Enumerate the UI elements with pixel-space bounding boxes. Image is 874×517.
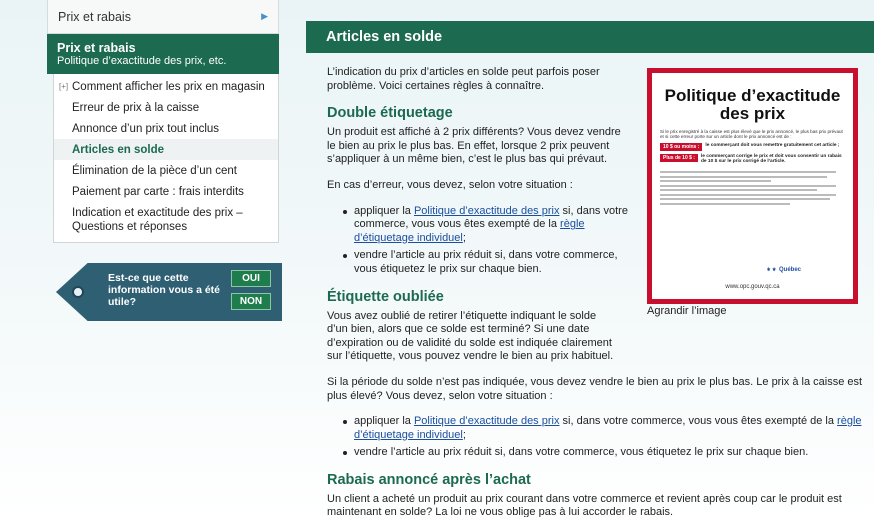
poster-image[interactable] (647, 68, 858, 304)
forgotten-list (327, 415, 867, 460)
double-paragraph-2: En cas d’erreur, vous devez, selon votre situation : (327, 178, 573, 191)
sidebar-item-paiement-carte[interactable] (54, 181, 278, 202)
poster-url: www.opc.gouv.qc.ca (725, 284, 780, 290)
sidebar-item-articles-en-solde[interactable] (54, 139, 278, 160)
tag-hole-icon (72, 286, 84, 298)
section-heading-double: Double étiquetage (327, 105, 453, 122)
sidebar-item-label: Erreur de prix à la caisse (72, 101, 200, 114)
list-text: si, dans votre commerce, vous vous êtes exempté de la (354, 204, 628, 231)
sidebar-active-category[interactable] (47, 34, 279, 74)
sidebar-item-prix-tout-inclus[interactable] (54, 118, 278, 139)
list-item: vendre l’article au prix réduit si, dans votre commerce, vous étiquetez le prix sur chaque bien. (341, 249, 632, 276)
fleur-de-lis-icon: ⚜⚜ (766, 267, 778, 273)
active-category-title: Prix et rabais (57, 41, 136, 55)
feedback-question: Est-ce que cette information vous a été utile? (108, 272, 221, 308)
feedback-widget (56, 263, 282, 321)
poster-fine-print (660, 171, 845, 205)
logo-text: Québec (778, 267, 801, 273)
sidebar-item-afficher-prix[interactable] (54, 76, 278, 97)
sidebar-item-label: Comment afficher les prix en magasin (72, 80, 265, 93)
rebate-paragraph: Un client a acheté un produit au prix courant dans votre commerce et revient après coup car le produit est maintenant en solde? La loi ne vous oblige pas à lui accorder le rabais. (327, 492, 842, 517)
list-text: ; (462, 231, 466, 244)
quebec-logo (766, 267, 801, 273)
list-text: ; (462, 428, 466, 441)
list-text: appliquer la (354, 415, 414, 428)
enlarge-image-link[interactable]: Agrandir l’image (647, 305, 727, 317)
list-item (341, 415, 867, 442)
sidebar-item-piece-un-cent[interactable] (54, 160, 278, 181)
forgotten-paragraph-2: Si la période du solde n’est pas indiquée, vous devez vendre le bien au prix le plus bas. Le prix à la caisse est plus élevé? Vous devez, selon votre situation : (327, 375, 863, 402)
politique-exactitude-link[interactable]: Politique d’exactitude des prix (413, 415, 560, 428)
forgotten-paragraph-1: Vous avez oublié de retirer l’étiquette indiquant le solde d’un bien, alors que ce solde est terminé? Si une date d’expiration ou de validité du solde est indiquée clairement sur l’étiquette, vous pouvez vendre le bien au prix habituel. (327, 309, 614, 363)
list-item: vendre l’article au prix réduit si, dans votre commerce, vous étiquetez le prix sur chaque bien. (341, 446, 867, 460)
politique-exactitude-link[interactable]: Politique d’exactitude des prix (413, 204, 560, 217)
poster-rule-1 (660, 143, 845, 151)
sidebar-item-erreur-caisse[interactable] (54, 97, 278, 118)
intro-paragraph: L’indication du prix d’articles en solde peut parfois poser problème. Voici certaines règles à connaître. (327, 66, 600, 92)
poster-intro: Si le prix enregistré à la caisse est plus élevé que le prix annoncé, le plus bas prix prévaut et si cette erreur porte sur un article dont le prix annoncé est de : (660, 129, 843, 140)
double-paragraph-1: Un produit est affiché à 2 prix différents? Vous devez vendre le bien au prix le plus bas. En effet, lorsque 2 prix peuvent s’appliquer à un même bien, c’est le plus bas qui prévaut. (327, 126, 621, 166)
chevron-right-icon: ▶ (261, 11, 268, 21)
list-text: si, dans votre commerce, vous vous êtes exempté de la (559, 415, 838, 428)
sidebar-item-label: Paiement par carte : frais interdits (72, 185, 244, 198)
section-heading-forgotten: Étiquette oubliée (327, 288, 444, 305)
double-list (327, 205, 632, 277)
list-text: appliquer la (354, 204, 414, 217)
feedback-no-button[interactable]: NON (231, 293, 271, 310)
sidebar-item-label: Indication et exactitude des prix – Questions et réponses (72, 207, 243, 233)
sidebar-item-questions-reponses[interactable] (54, 202, 278, 236)
sidebar-item-label: Articles en solde (72, 143, 165, 156)
section-heading-rebate: Rabais annoncé après l’achat (327, 471, 531, 488)
poster-badge-2: Plus de 10 $ : (660, 154, 698, 162)
poster-badge-1: 10 $ ou moins : (660, 143, 702, 151)
sidebar-item-label: Prix et rabais (58, 9, 131, 24)
sidebar-item-prix-et-rabais[interactable] (47, 0, 279, 34)
sidebar-item-label: Annonce d’un prix tout inclus (72, 122, 220, 135)
sidebar-nav (47, 0, 279, 243)
poster-rule-1-text: le commerçant doit vous remettre gratuitement cet article ; (705, 142, 840, 148)
active-category-subtitle: Politique d’exactitude des prix, etc. (57, 55, 227, 67)
page-title: Articles en solde (306, 21, 874, 53)
list-item (341, 205, 632, 246)
regle-etiquetage-link[interactable]: règle d’étiquetage individuel (354, 218, 585, 244)
regle-etiquetage-link[interactable]: règle d’étiquetage individuel (354, 415, 862, 441)
expand-icon[interactable]: [+] (59, 82, 69, 91)
feedback-yes-button[interactable]: OUI (231, 270, 271, 287)
sidebar-sub-list (53, 74, 279, 243)
poster-rule-2 (660, 154, 845, 165)
poster-rule-2-text: le commerçant corrige le prix et doit vous consentir un rabais de 10 $ sur le prix corrigé de l’article. (700, 153, 842, 165)
sidebar-item-label: Élimination de la pièce d’un cent (72, 164, 237, 177)
poster-title: Politique d’exactitude des prix (664, 86, 841, 123)
